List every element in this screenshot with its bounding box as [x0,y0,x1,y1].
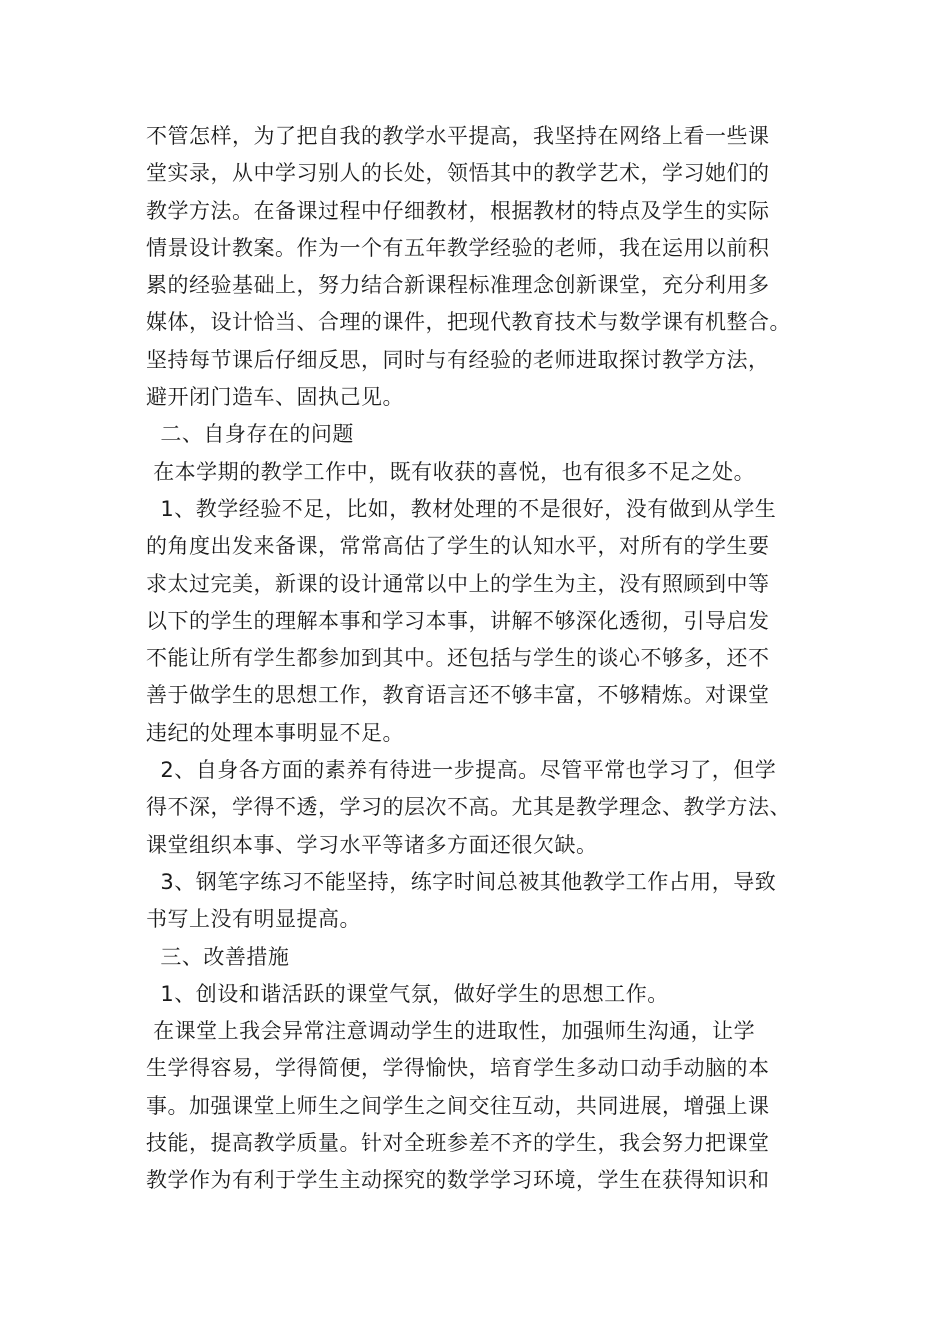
text-line: 生学得容易，学得简便，学得愉快，培育学生多动口动手动脑的本 [146,1056,770,1081]
text-line: 堂实录，从中学习别人的长处，领悟其中的教学艺术，学习她们的 [146,161,770,186]
text-line: 在课堂上我会异常注意调动学生的进取性，加强师生沟通，让学 [146,1019,756,1044]
text-line: 2、自身各方面的素养有待进一步提高。尽管平常也学习了，但学 [146,758,777,783]
text-line: 累的经验基础上，努力结合新课程标准理念创新课堂，充分利用多 [146,273,770,298]
text-line: 不能让所有学生都参加到其中。还包括与学生的谈心不够多，还不 [146,646,770,671]
text-line: 情景设计教案。作为一个有五年教学经验的老师，我在运用以前积 [146,235,770,260]
text-line: 书写上没有明显提高。 [146,907,361,932]
text-line: 教学作为有利于学生主动探究的数学学习环境，学生在获得知识和 [146,1168,770,1193]
text-line: 避开闭门造车、固执己见。 [146,385,404,410]
text-line: 3、钢笔字练习不能坚持，练字时间总被其他教学工作占用，导致 [146,869,777,894]
text-line: 善于做学生的思想工作，教育语言还不够丰富，不够精炼。对课堂 [146,683,770,708]
document-body [146,118,816,1200]
section-heading: 三、改善措施 [146,944,290,969]
text-line: 课堂组织本事、学习水平等诸多方面还很欠缺。 [146,832,598,857]
text-line: 1、创设和谐活跃的课堂气氛，做好学生的思想工作。 [146,981,669,1006]
text-line: 技能，提高教学质量。针对全班参差不齐的学生，我会努力把课堂 [146,1131,770,1156]
text-line: 坚持每节课后仔细反思，同时与有经验的老师进取探讨教学方法， [146,347,770,372]
text-line: 在本学期的教学工作中，既有收获的喜悦，也有很多不足之处。 [146,459,756,484]
section-heading: 二、自身存在的问题 [146,422,354,447]
text-line: 媒体，设计恰当、合理的课件，把现代教育技术与数学课有机整合。 [146,310,791,335]
text-line: 不管怎样，为了把自我的教学水平提高，我坚持在网络上看一些课 [146,124,770,148]
text-line: 的角度出发来备课，常常高估了学生的认知水平，对所有的学生要 [146,534,770,559]
text-line: 以下的学生的理解本事和学习本事，讲解不够深化透彻，引导启发 [146,608,770,633]
text-line: 事。加强课堂上师生之间学生之间交往互动，共同进展，增强上课 [146,1093,770,1118]
text-line: 教学方法。在备课过程中仔细教材，根据教材的特点及学生的实际 [146,198,770,223]
text-line: 求太过完美，新课的设计通常以中上的学生为主，没有照顾到中等 [146,571,770,596]
text-line: 违纪的处理本事明显不足。 [146,720,404,745]
text-line: 1、教学经验不足，比如，教材处理的不是很好，没有做到从学生 [146,496,777,521]
text-line: 得不深，学得不透，学习的层次不高。尤其是教学理念、教学方法、 [146,795,791,820]
